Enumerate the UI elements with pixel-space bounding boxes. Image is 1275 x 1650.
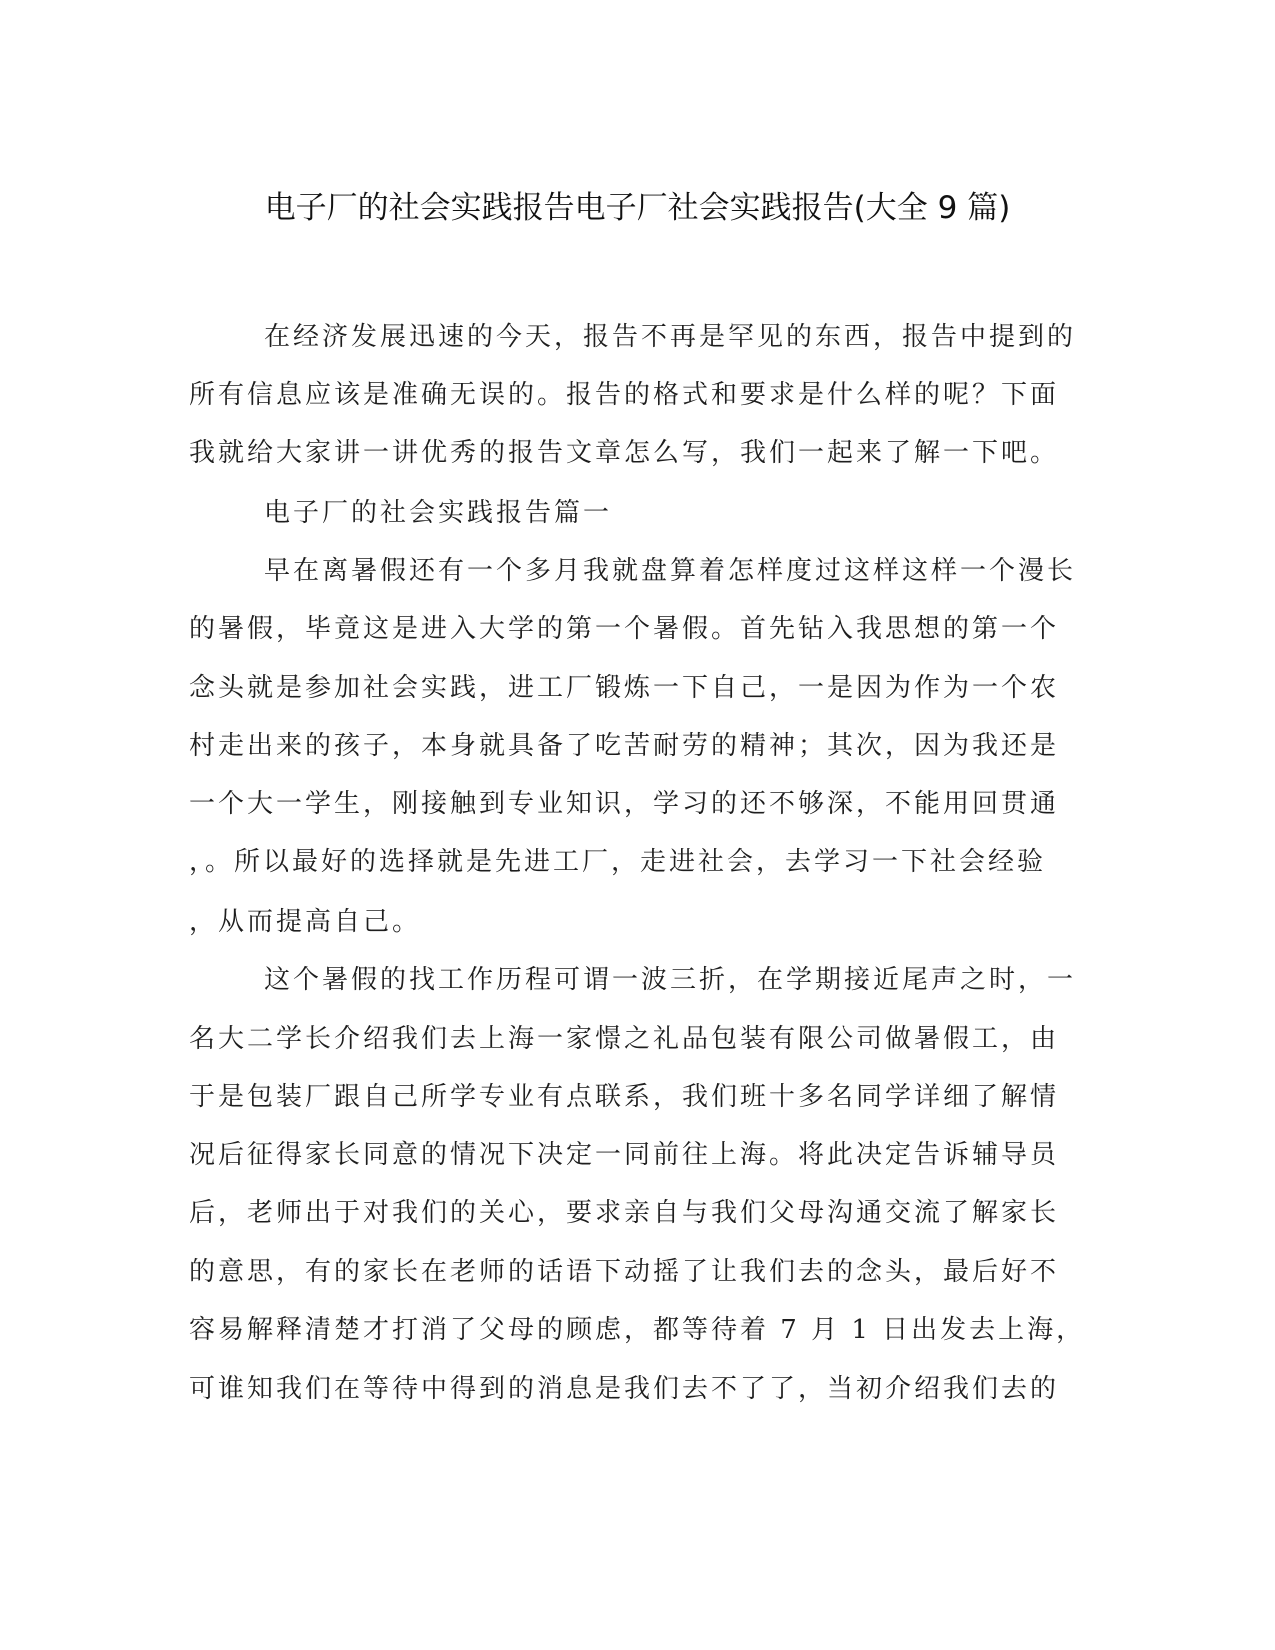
- paragraph-line: 我就给大家讲一讲优秀的报告文章怎么写，我们一起来了解一下吧。: [189, 438, 1060, 468]
- paragraph-line: 所有信息应该是准确无误的。报告的格式和要求是什么样的呢？下面: [189, 380, 1060, 410]
- paragraph-line: 名大二学长介绍我们去上海一家憬之礼品包装有限公司做暑假工，由: [189, 1024, 1060, 1054]
- paragraph-line: 况后征得家长同意的情况下决定一同前往上海。将此决定告诉辅导员: [189, 1140, 1060, 1170]
- paragraph-line: 的暑假，毕竟这是进入大学的第一个暑假。首先钻入我思想的第一个: [189, 614, 1060, 644]
- paragraph-line: 的意思，有的家长在老师的话语下动摇了让我们去的念头，最后好不: [189, 1257, 1060, 1287]
- section-heading: 电子厂的社会实践报告篇一: [264, 498, 613, 528]
- paragraph-line: 早在离暑假还有一个多月我就盘算着怎样度过这样这样一个漫长: [264, 556, 1077, 586]
- paragraph-line: 念头就是参加社会实践，进工厂锻炼一下自己，一是因为作为一个农: [189, 673, 1060, 703]
- paragraph-line: 后，老师出于对我们的关心，要求亲自与我们父母沟通交流了解家长: [189, 1198, 1060, 1228]
- paragraph-line: 这个暑假的找工作历程可谓一波三折，在学期接近尾声之时，一: [264, 965, 1077, 995]
- paragraph-line: 村走出来的孩子，本身就具备了吃苦耐劳的精神；其次，因为我还是: [189, 731, 1060, 761]
- document-title: 电子厂的社会实践报告电子厂社会实践报告(大全 9 篇): [264, 190, 1011, 226]
- paragraph-line: ，从而提高自己。: [189, 907, 422, 937]
- paragraph-line: 在经济发展迅速的今天，报告不再是罕见的东西，报告中提到的: [264, 322, 1077, 352]
- paragraph-line: 于是包装厂跟自己所学专业有点联系，我们班十多名同学详细了解情: [189, 1082, 1060, 1112]
- paragraph-line: ，。所以最好的选择就是先进工厂，走进社会，去学习一下社会经验: [189, 847, 1047, 877]
- paragraph-line: 一个大一学生，刚接触到专业知识，学习的还不够深，不能用回贯通: [189, 789, 1060, 819]
- paragraph-line: 可谁知我们在等待中得到的消息是我们去不了了，当初介绍我们去的: [189, 1374, 1060, 1404]
- paragraph-line: 容易解释清楚才打消了父母的顾虑，都等待着 7 月 1 日出发去上海，: [189, 1315, 1086, 1345]
